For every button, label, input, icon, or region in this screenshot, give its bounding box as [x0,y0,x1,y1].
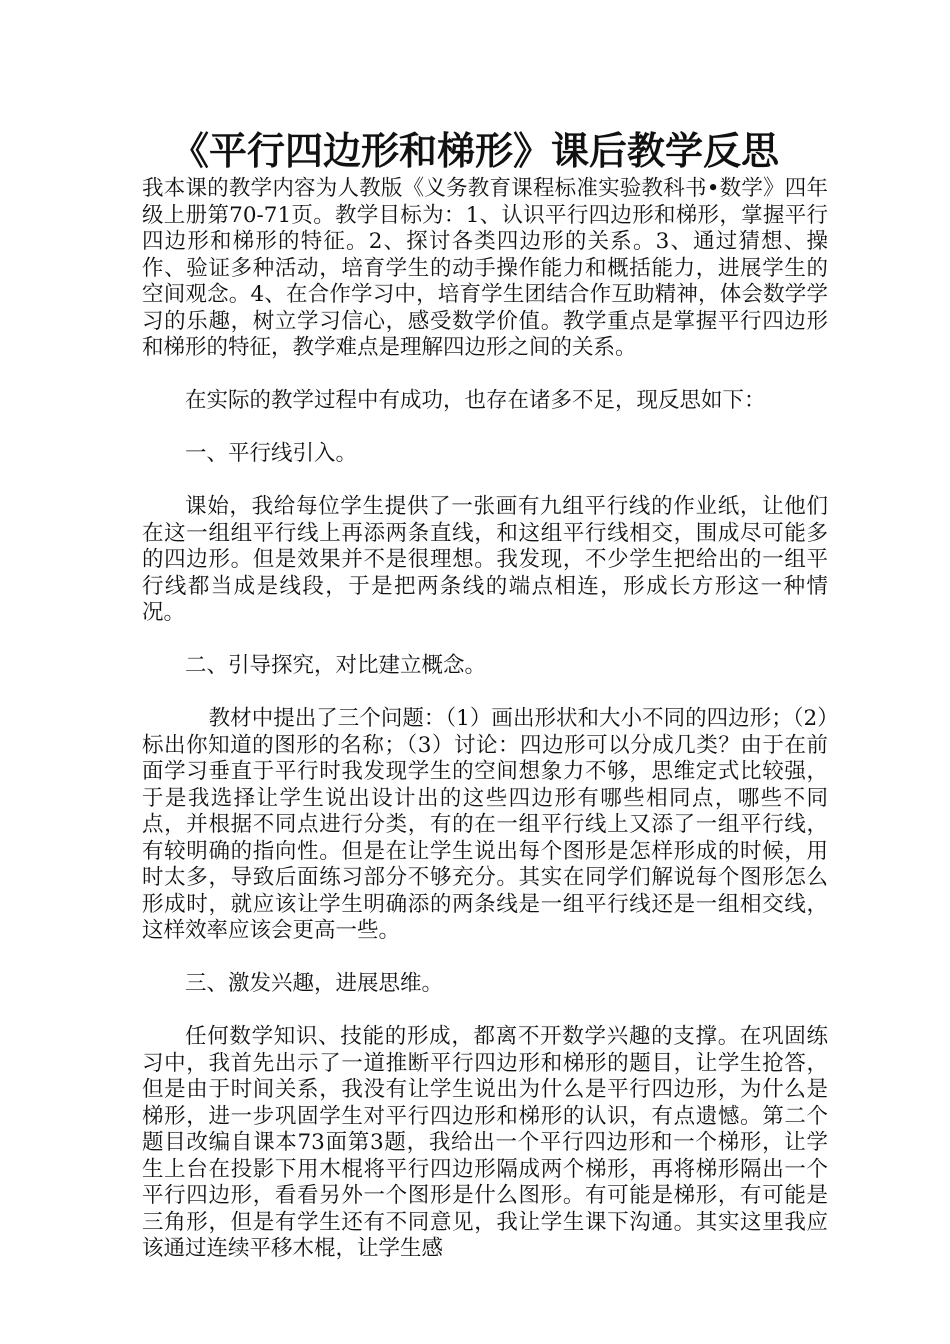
document-title: 《平行四边形和梯形》课后教学反思 [170,128,779,173]
section-heading-3: 三、激发兴趣，进展思维。 [185,971,444,996]
paragraph-reflection-lead: 在实际的教学过程中有成功，也存在诸多不足，现反思如下： [185,388,766,413]
section-heading-2: 二、引导探究，对比建立概念。 [185,653,487,678]
paragraph-intro: 我本课的教学内容为人教版《义务教育课程标准实验教科书•数学》四年级上册第70-71页。教学目标为：1、认识平行四边形和梯形，掌握平行四边形和梯形的特征。2、探讨各类四边形的关系。3、通过猜想、操作、验证多种活动，培育学生的动手操作能力和概括能力，进展学生的空间观念。4、在合作学习中，培育学生团结合作互助精神，体会数学学习的乐趣，树立学习信心，感受数学价值。教学重点是掌握平行四边形和梯形的特征，教学难点是理解四边形之间的关系。 [142,176,828,360]
document-body [142,176,828,1263]
paragraph-section-2: 教材中提出了三个问题：（1）画出形状和大小不同的四边形；（2）标出你知道的图形的名称；（3）讨论：四边形可以分成几类？由于在前面学习垂直于平行时我发现学生的空间想象力不够，思维定式比较强，于是我选择让学生说出设计出的这些四边形有哪些相同点，哪些不同点，并根据不同点进行分类，有的在一组平行线上又添了一组平行线，有较明确的指向性。但是在让学生说出每个图形是怎样形成的时候，用时太多，导致后面练习部分不够充分。其实在同学们解说每个图形怎么形成时，就应该让学生明确添的两条线是一组平行线还是一组相交线，这样效率应该会更高一些。 [142,706,828,943]
section-heading-1: 一、平行线引入。 [185,441,358,466]
paragraph-section-3: 任何数学知识、技能的形成，都离不开数学兴趣的支撑。在巩固练习中，我首先出示了一道推断平行四边形和梯形的题目，让学生抢答，但是由于时间关系，我没有让学生说出为什么是平行四边形，为什么是梯形，进一步巩固学生对平行四边形和梯形的认识，有点遗憾。第二个题目改编自课本73面第3题，我给出一个平行四边形和一个梯形，让学生上台在投影下用木棍将平行四边形隔成两个梯形，再将梯形隔出一个平行四边形，看看另外一个图形是什么图形。有可能是梯形，有可能是三角形，但是有学生还有不同意见，我让学生课下沟通。其实这里我应该通过连续平移木棍，让学生感 [142,1024,828,1261]
paragraph-section-1: 课始，我给每位学生提供了一张画有九组平行线的作业纸，让他们在这一组组平行线上再添两条直线，和这组平行线相交，围成尽可能多的四边形。但是效果并不是很理想。我发现，不少学生把给出的一组平行线都当成是线段，于是把两条线的端点相连，形成长方形这一种情况。 [142,494,828,625]
